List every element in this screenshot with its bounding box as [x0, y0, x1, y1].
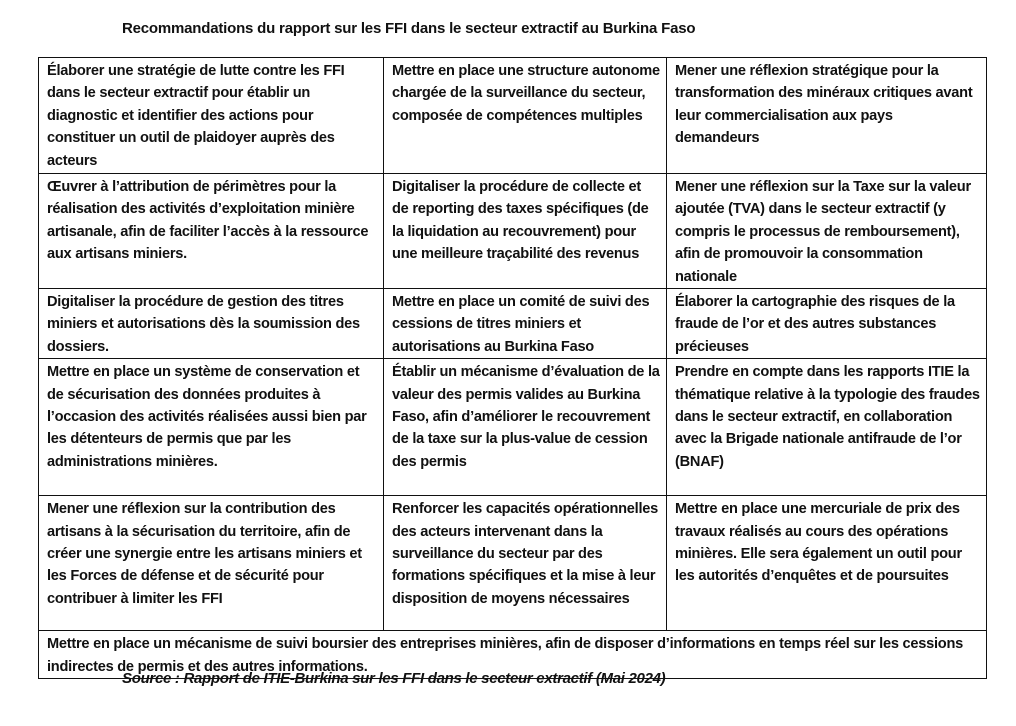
table-cell: Digitaliser la procédure de collecte et de reporting des taxes spécifiques (de la liquidation au recouvrement) pour une meilleure traçabilité des revenus	[384, 174, 667, 289]
table-cell: Établir un mécanisme d’évaluation de la valeur des permis valides au Burkina Faso, afin d’améliorer le recouvrement de la taxe sur la plus-value de cession des permis	[384, 359, 667, 496]
table-cell: Élaborer la cartographie des risques de la fraude de l’or et des autres substances précieuses	[667, 289, 987, 359]
table-cell: Mettre en place un système de conservation et de sécurisation des données produites à l’occasion des activités réalisées aussi bien par les détenteurs de permis que par les administrations minières.	[39, 359, 384, 496]
table-cell: Mener une réflexion stratégique pour la transformation des minéraux critiques avant leur commercialisation aux pays demandeurs	[667, 58, 987, 174]
table-row	[39, 359, 987, 496]
table-cell: Mettre en place un comité de suivi des cessions de titres miniers et autorisations au Burkina Faso	[384, 289, 667, 359]
recommendations-table	[38, 57, 987, 679]
table-cell: Renforcer les capacités opérationnelles des acteurs intervenant dans la surveillance du secteur par des formations spécifiques et la mise à leur disposition de moyens nécessaires	[384, 496, 667, 631]
table-cell: Mener une réflexion sur la Taxe sur la valeur ajoutée (TVA) dans le secteur extractif (y compris le processus de remboursement), afin de promouvoir la consommation nationale	[667, 174, 987, 289]
table-cell: Prendre en compte dans les rapports ITIE la thématique relative à la typologie des fraudes dans le secteur extractif, en collaboration avec la Brigade nationale antifraude de l’or (BNAF)	[667, 359, 987, 496]
table-cell: Digitaliser la procédure de gestion des titres miniers et autorisations dès la soumission des dossiers.	[39, 289, 384, 359]
table-row	[39, 496, 987, 631]
table-cell: Mettre en place une structure autonome chargée de la surveillance du secteur, composée de compétences multiples	[384, 58, 667, 174]
document-title: Recommandations du rapport sur les FFI dans le secteur extractif au Burkina Faso	[122, 20, 696, 37]
table-cell: Mettre en place une mercuriale de prix des travaux réalisés au cours des opérations minières. Elle sera également un outil pour les autorités d’enquêtes et de poursuites	[667, 496, 987, 631]
table-row	[39, 289, 987, 359]
table-cell: Œuvrer à l’attribution de périmètres pour la réalisation des activités d’exploitation minière artisanale, afin de faciliter l’accès à la ressource aux artisans miniers.	[39, 174, 384, 289]
table-row	[39, 58, 987, 174]
source-caption: Source : Rapport de ITIE-Burkina sur les FFI dans le secteur extractif (Mai 2024)	[122, 670, 666, 687]
table-cell-full-width: Mettre en place un mécanisme de suivi boursier des entreprises minières, afin de disposer d’informations en temps réel sur les cessions indirectes de permis et des autres informations.	[39, 631, 987, 679]
table-row	[39, 174, 987, 289]
table-cell: Élaborer une stratégie de lutte contre les FFI dans le secteur extractif pour établir un diagnostic et identifier des actions pour constituer un outil de plaidoyer auprès des acteurs	[39, 58, 384, 174]
table-cell: Mener une réflexion sur la contribution des artisans à la sécurisation du territoire, afin de créer une synergie entre les artisans miniers et les Forces de défense et de sécurité pour contribuer à limiter les FFI	[39, 496, 384, 631]
